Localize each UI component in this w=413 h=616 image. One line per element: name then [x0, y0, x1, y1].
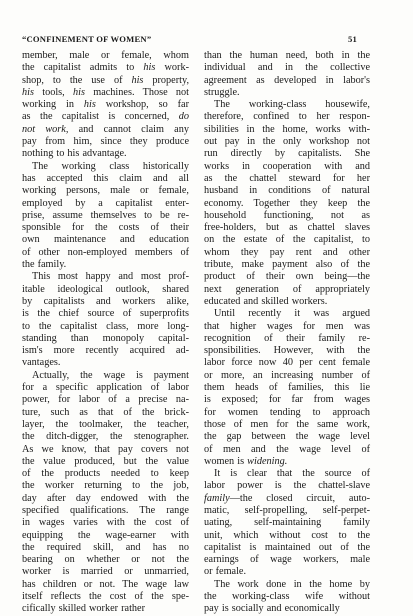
text-line — [204, 407, 370, 419]
text-run: on the estate of the capitalist, to — [204, 234, 370, 246]
italic-run: his — [143, 62, 156, 74]
text-line — [204, 419, 370, 431]
text-line — [204, 554, 370, 566]
text-line — [204, 210, 370, 222]
text-run: has children or not. The wage law — [22, 578, 189, 590]
text-run: economy. Together they keep the — [204, 197, 370, 209]
text-run: tools, — [33, 86, 73, 98]
text-line — [22, 271, 189, 283]
text-run: The working-class housewife, — [214, 99, 370, 111]
text-run: tribute, make payment also of the — [204, 259, 370, 271]
text-run: member, male or female, whom — [22, 50, 189, 61]
text-run: working in — [22, 99, 84, 111]
text-run: them heads of families, this lie — [204, 382, 370, 394]
text-run: as the capitalist is concerned, — [22, 111, 179, 123]
text-run: employed by a capitalist enter- — [22, 197, 189, 209]
text-run: power, for labor of a precise na- — [22, 394, 189, 406]
italic-run: family — [204, 492, 230, 504]
text-line — [22, 296, 189, 308]
text-line — [22, 382, 189, 394]
text-line — [22, 444, 189, 456]
text-run: labor force now 40 per cent female — [204, 357, 370, 369]
italic-run: his — [83, 99, 96, 111]
text-line — [204, 308, 370, 320]
running-head: “CONFINEMENT OF WOMEN” — [22, 34, 152, 44]
text-run: women is — [204, 455, 248, 467]
text-run: by capitalists and workers alike, — [22, 295, 189, 307]
text-line — [204, 185, 370, 197]
italic-run: not work, — [22, 123, 69, 135]
text-run: This most happy and most prof- — [32, 271, 189, 283]
text-run: vantages. — [22, 357, 61, 369]
text-run: has accepted this claim and all — [22, 172, 189, 184]
text-run: worker is married or unmarried, — [22, 566, 189, 578]
text-line — [22, 234, 189, 246]
right-text-column — [204, 50, 370, 616]
text-line — [22, 591, 189, 603]
text-run: earnings of wage workers, male — [204, 554, 370, 566]
text-run: uating, self-maintaining family — [204, 517, 370, 529]
text-line — [204, 222, 370, 234]
italic-run: do — [178, 111, 189, 123]
text-line — [204, 148, 370, 160]
text-line — [22, 357, 189, 369]
text-line — [22, 333, 189, 345]
text-line — [22, 321, 189, 333]
text-line — [204, 333, 370, 345]
text-line — [204, 124, 370, 136]
text-line — [22, 505, 189, 517]
page-header — [22, 34, 357, 48]
text-line — [204, 591, 370, 603]
text-line — [204, 75, 370, 87]
text-run: the ditch-digger, the stenographer. — [22, 431, 189, 443]
text-run: unit, which without cost to the — [204, 529, 370, 541]
text-run: nothing to his advantage. — [22, 148, 127, 160]
text-run: that higher wages for men was — [204, 320, 370, 332]
text-run: labor power is the chattel-slave — [204, 480, 370, 492]
text-run: the working-class wife without — [204, 591, 370, 603]
text-line — [204, 259, 370, 271]
text-run: property, — [143, 74, 190, 86]
text-run: specified qualifications. The range — [22, 504, 189, 516]
text-run: free-holders, but as chattel slaves — [204, 222, 370, 234]
text-line — [22, 210, 189, 222]
text-run: Until recently it was argued — [214, 308, 370, 320]
text-line — [204, 394, 370, 406]
text-run: ism's more recently acquired ad- — [22, 345, 189, 357]
text-run: for women tending to approach — [204, 406, 370, 418]
text-line — [204, 50, 370, 62]
text-run: or more, an increasing number of — [204, 369, 370, 381]
text-line — [204, 566, 370, 578]
text-line — [22, 259, 189, 271]
text-line — [22, 75, 189, 87]
text-run: capitalist is maintained out of the — [204, 541, 370, 553]
text-run: of other non-employed members of — [22, 246, 189, 258]
text-run: or female. — [204, 566, 247, 578]
text-line — [22, 62, 189, 74]
text-run: day after day endowed with the — [22, 492, 189, 504]
text-run: layer, the toolmaker, the teacher, — [22, 418, 189, 430]
text-line — [204, 505, 370, 517]
text-run: and cannot claim any — [68, 123, 189, 135]
text-line — [204, 456, 370, 468]
text-line — [204, 468, 370, 480]
italic-run: widening. — [247, 455, 288, 467]
text-line — [22, 493, 189, 505]
text-run: as the chattel steward for her — [204, 172, 370, 184]
text-line — [22, 517, 189, 529]
text-run: The working class historically — [32, 160, 189, 172]
text-run: than the human need, both in the — [204, 50, 370, 61]
text-line — [204, 579, 370, 591]
text-line — [22, 173, 189, 185]
text-run: household functioning, not as — [204, 209, 370, 221]
text-run: shop, to the use of — [22, 74, 132, 86]
text-run: for a specific application of labor — [22, 382, 189, 394]
text-run: working persons, male or female, — [22, 185, 189, 197]
text-line — [204, 493, 370, 505]
text-line — [22, 419, 189, 431]
text-run: the gap between the wage level — [204, 431, 370, 443]
text-run: run directly by capitalists. She — [204, 148, 370, 160]
text-line — [204, 161, 370, 173]
text-line — [204, 530, 370, 542]
text-line — [204, 234, 370, 246]
text-run: ture, such as that of the brick- — [22, 406, 189, 418]
text-run: therefore, confined to her respon- — [204, 111, 370, 123]
text-line — [204, 357, 370, 369]
text-run: —the closed circuit, auto- — [229, 492, 370, 504]
text-run: is exposed; for far from wages — [204, 394, 370, 406]
text-line — [22, 468, 189, 480]
text-run: standing than monopoly capital- — [22, 332, 189, 344]
text-run: As we know, that pay covers not — [22, 443, 189, 455]
text-line — [22, 284, 189, 296]
text-line — [204, 247, 370, 259]
text-run: recognition of their family re- — [204, 332, 370, 344]
text-run: to the capitalist class, more long- — [22, 320, 189, 332]
text-line — [22, 480, 189, 492]
text-line — [204, 603, 370, 615]
left-text-column — [22, 50, 189, 616]
text-line — [22, 198, 189, 210]
text-line — [22, 136, 189, 148]
text-run: product of their own being—the — [204, 271, 370, 283]
text-run: individual and in the collective — [204, 62, 370, 74]
text-run: works in cooperation with and — [204, 160, 370, 172]
text-line — [22, 345, 189, 357]
text-run: prise, assume themselves to be re- — [22, 209, 189, 221]
text-run: next generation of appropriately — [204, 283, 370, 295]
text-line — [204, 62, 370, 74]
text-run: struggle. — [204, 86, 240, 98]
text-line — [204, 542, 370, 554]
text-line — [22, 456, 189, 468]
text-line — [204, 111, 370, 123]
text-run: own maintenance and education — [22, 234, 189, 246]
text-line — [204, 284, 370, 296]
text-run: of men and the wage level of — [204, 443, 370, 455]
text-line — [22, 50, 189, 62]
text-line — [22, 185, 189, 197]
text-line — [22, 124, 189, 136]
text-line — [22, 566, 189, 578]
text-run: cifically skilled worker rather — [22, 603, 146, 615]
text-run: agreement as developed in labor's — [204, 74, 370, 86]
text-run: sponsibilities. However, with the — [204, 345, 370, 357]
text-run: the worker returning to the job, — [22, 480, 189, 492]
text-line — [204, 382, 370, 394]
text-line — [204, 99, 370, 111]
text-line — [204, 136, 370, 148]
text-line — [204, 517, 370, 529]
text-run: Actually, the wage is payment — [32, 369, 189, 381]
text-run: pay is socially and economically — [204, 603, 340, 615]
text-line — [22, 308, 189, 320]
text-line — [204, 321, 370, 333]
text-line — [204, 370, 370, 382]
text-run: itable ideological outlook, shared — [22, 283, 189, 295]
text-run: the required skill, and has no — [22, 541, 189, 553]
text-run: the value produced, but the value — [22, 455, 189, 467]
text-run: is the chief source of superprofits — [22, 308, 189, 320]
text-run: The work done in the home by — [214, 578, 370, 590]
text-run: in wages varies with the cost of — [22, 517, 189, 529]
text-line — [22, 222, 189, 234]
text-run: itself reflects the cost of the spe- — [22, 591, 189, 603]
text-line — [204, 87, 370, 99]
text-line — [22, 370, 189, 382]
text-run: bearing on whether or not the — [22, 554, 189, 566]
text-run: whom they pay rent and other — [204, 246, 370, 258]
text-run: work- — [155, 62, 189, 74]
text-run: workshop, so far — [95, 99, 190, 111]
text-line — [22, 542, 189, 554]
text-line — [204, 480, 370, 492]
text-run: out pay in the only workshop not — [204, 136, 370, 148]
text-line — [204, 271, 370, 283]
text-line — [204, 345, 370, 357]
text-line — [22, 247, 189, 259]
text-run: equipping the wage-earner with — [22, 529, 189, 541]
italic-run: his — [131, 74, 144, 86]
text-run: husband in conditions of natural — [204, 185, 370, 197]
text-line — [22, 431, 189, 443]
text-line — [22, 148, 189, 160]
italic-run: his — [22, 86, 34, 98]
text-line — [22, 603, 189, 615]
text-run: matic, self-propelling, self-perpet- — [204, 504, 370, 516]
text-line — [22, 161, 189, 173]
text-run: pay from him, since they produce — [22, 136, 189, 148]
text-line — [204, 198, 370, 210]
text-run: the capitalist admits to — [22, 62, 144, 74]
text-line — [22, 99, 189, 111]
text-line — [204, 431, 370, 443]
page-number: 51 — [348, 34, 357, 44]
text-run: of the products needed to keep — [22, 468, 189, 480]
text-line — [22, 87, 189, 99]
text-run: sibilities in the home, works with- — [204, 123, 370, 135]
text-run: the family. — [22, 259, 67, 271]
text-line — [22, 407, 189, 419]
text-line — [204, 173, 370, 185]
text-line — [22, 579, 189, 591]
text-run: sponsible for the costs of their — [22, 222, 189, 234]
text-line — [22, 530, 189, 542]
text-run: educated and skilled workers. — [204, 295, 328, 307]
text-line — [22, 394, 189, 406]
text-run: machines. Those not — [84, 86, 189, 98]
text-line — [22, 111, 189, 123]
text-run: It is clear that the source of — [214, 468, 370, 480]
text-line — [22, 554, 189, 566]
text-line — [204, 444, 370, 456]
italic-run: his — [73, 86, 85, 98]
text-line — [204, 296, 370, 308]
text-run: those of men for the same work, — [204, 418, 370, 430]
